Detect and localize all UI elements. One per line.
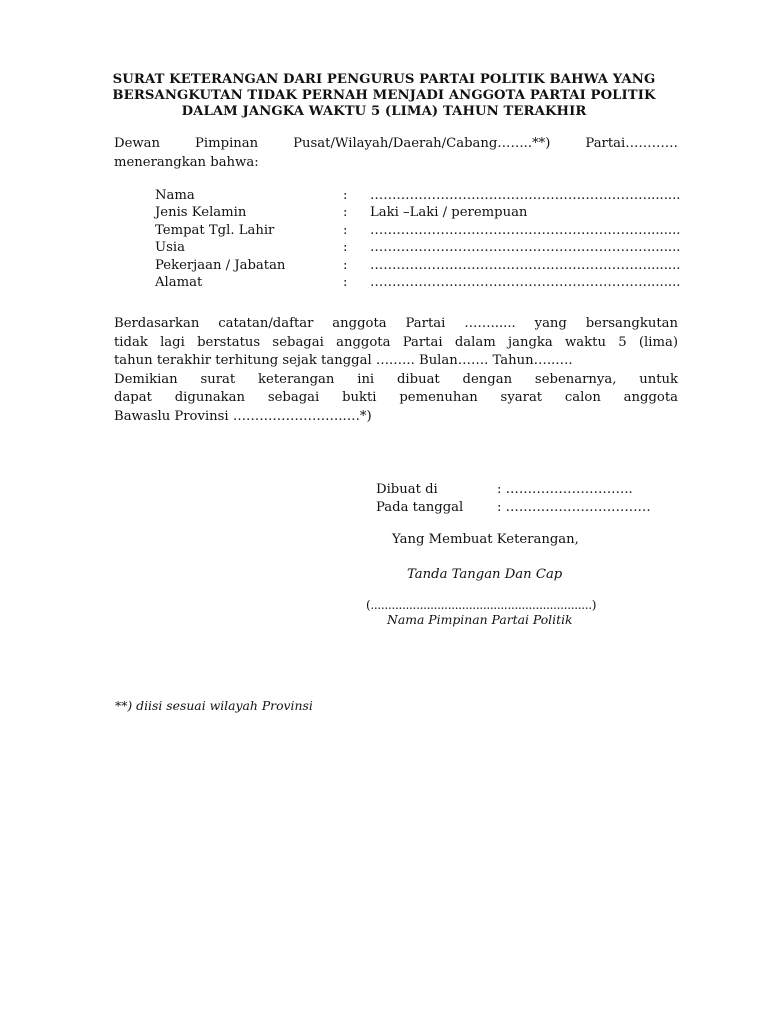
date-value: : …………………………… <box>497 500 651 515</box>
field-label: Tempat Tgl. Lahir <box>155 222 275 238</box>
field-row-nama <box>155 187 681 204</box>
identity-fields <box>155 187 681 291</box>
field-label: Alamat <box>155 274 203 290</box>
field-label: Pekerjaan / Jabatan <box>155 257 286 273</box>
field-row-usia <box>155 239 681 256</box>
statement-line: tahun terakhir terhitung sejak tanggal ….….. Bulan……. Tahun…..…. <box>114 353 573 368</box>
signature-name-placeholder: (...............................................................) <box>366 598 597 612</box>
date-label: Pada tanggal <box>376 500 464 515</box>
statement-line: tidak lagi berstatus sebagai anggota Partai dalam jangka waktu 5 (lima) <box>114 334 678 350</box>
field-row-jenis-kelamin <box>155 204 675 221</box>
made-at-value: : ……………………….. <box>497 482 633 497</box>
field-label: Usia <box>155 240 185 256</box>
title-line: SURAT KETERANGAN DARI PENGURUS PARTAI POLITIK BAHWA YANG <box>112 72 656 87</box>
signature-details <box>376 481 676 517</box>
maker-text: Yang Membuat Keterangan, <box>392 532 579 547</box>
document-title <box>90 72 678 120</box>
field-value: ………………………………………………………........ <box>370 274 681 290</box>
field-colon: : <box>343 274 348 290</box>
field-row-pekerjaan <box>155 257 681 274</box>
field-value: ………………………………………………………........ <box>370 188 681 203</box>
intro-paragraph <box>114 135 678 172</box>
intro-line: menerangkan bahwa: <box>114 154 259 170</box>
field-label: Nama <box>155 188 195 203</box>
statement-paragraph <box>114 315 678 426</box>
field-row-alamat <box>155 274 681 291</box>
field-value: ………………………………………………………........ <box>370 257 681 273</box>
title-line: BERSANGKUTAN TIDAK PERNAH MENJADI ANGGOTA PARTAI POLITIK <box>112 88 656 103</box>
field-label: Jenis Kelamin <box>155 205 247 221</box>
intro-line: Dewan Pimpinan Pusat/Wilayah/Daerah/Cabang……..**) Partai………… <box>114 136 678 151</box>
field-value: Laki –Laki / perempuan <box>370 205 528 221</box>
field-colon: : <box>343 222 348 238</box>
made-at-row <box>376 481 676 499</box>
footnote: **) diisi sesuai wilayah Provinsi <box>115 698 313 713</box>
made-at-label: Dibuat di <box>376 482 438 497</box>
statement-line: Bawaslu Provinsi ……………………..…*) <box>114 408 372 424</box>
field-row-tempat-tgl-lahir <box>155 222 681 239</box>
signature-label: Tanda Tangan Dan Cap <box>407 567 563 582</box>
title-line: DALAM JANGKA WAKTU 5 (LIMA) TAHUN TERAKHIR <box>181 104 587 119</box>
field-colon: : <box>343 240 348 256</box>
field-colon: : <box>343 257 348 273</box>
statement-line: dapat digunakan sebagai bukti pemenuhan syarat calon anggota <box>114 390 678 405</box>
field-colon: : <box>343 188 348 203</box>
signature-name-caption: Nama Pimpinan Partai Politik <box>387 612 573 627</box>
field-value: ………………………………………………………........ <box>370 240 681 256</box>
field-value: ………………………………………………………........ <box>370 222 681 238</box>
statement-line: Demikian surat keterangan ini dibuat dengan sebenarnya, untuk <box>114 371 678 387</box>
statement-line: Berdasarkan catatan/daftar anggota Partai ……...... yang bersangkutan <box>114 316 678 331</box>
field-colon: : <box>343 205 348 221</box>
date-row <box>376 499 676 517</box>
